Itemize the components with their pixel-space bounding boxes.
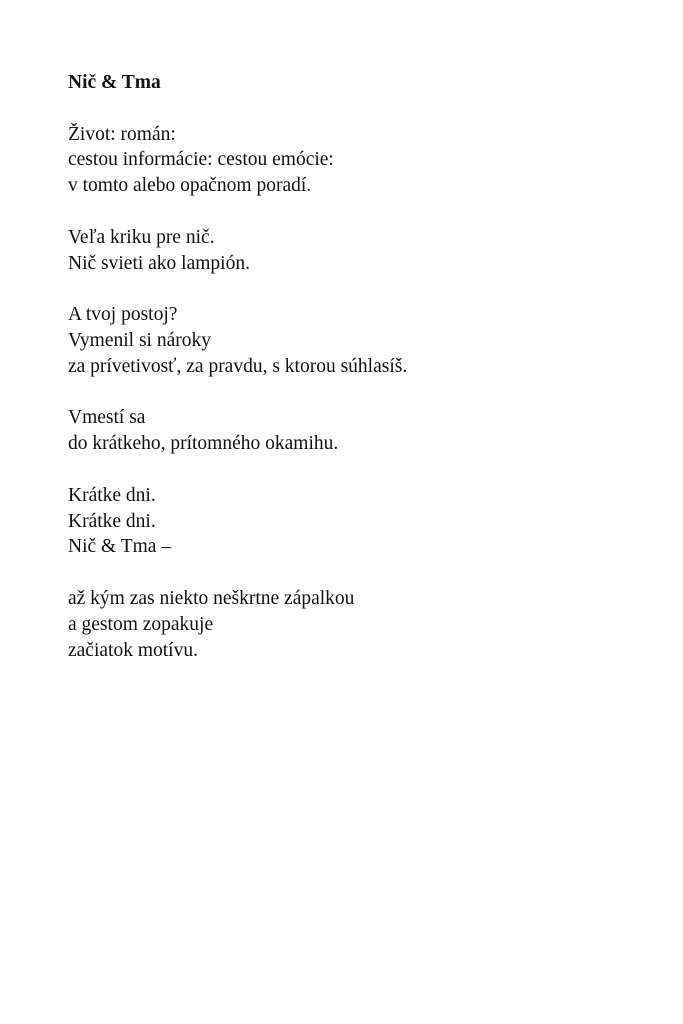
poem-line: Krátke dni. bbox=[68, 510, 156, 532]
poem-line: za prívetivosť, za pravdu, s ktorou súhlasíš. bbox=[68, 355, 408, 377]
poem-line: Nič & Tma – bbox=[68, 536, 172, 558]
poem-line: začiatok motívu. bbox=[68, 639, 198, 661]
stanza-3 bbox=[68, 302, 648, 379]
poem-line: Nič svieti ako lampión. bbox=[68, 252, 250, 274]
poem-line: Veľa kriku pre nič. bbox=[68, 226, 215, 248]
poem-line: cestou informácie: cestou emócie: bbox=[68, 149, 334, 171]
stanza-2 bbox=[68, 225, 648, 277]
stanza-5 bbox=[68, 483, 648, 560]
stanza-1 bbox=[68, 122, 648, 199]
stanza-4 bbox=[68, 405, 648, 457]
poem-line: a gestom zopakuje bbox=[68, 613, 214, 635]
poem-line: Vymenil si nároky bbox=[68, 329, 211, 351]
poem-line: A tvoj postoj? bbox=[68, 304, 178, 326]
poem-line: v tomto alebo opačnom poradí. bbox=[68, 175, 312, 197]
poem-line: Krátke dni. bbox=[68, 484, 156, 506]
stanza-6 bbox=[68, 586, 648, 663]
poem-line: Život: román: bbox=[68, 123, 176, 145]
poem-line: do krátkeho, prítomného okamihu. bbox=[68, 433, 339, 455]
poem-line: až kým zas niekto neškrtne zápalkou bbox=[68, 587, 355, 609]
poem bbox=[68, 70, 648, 689]
poem-line: Vmestí sa bbox=[68, 407, 146, 429]
poem-title: Nič & Tma bbox=[68, 72, 161, 93]
